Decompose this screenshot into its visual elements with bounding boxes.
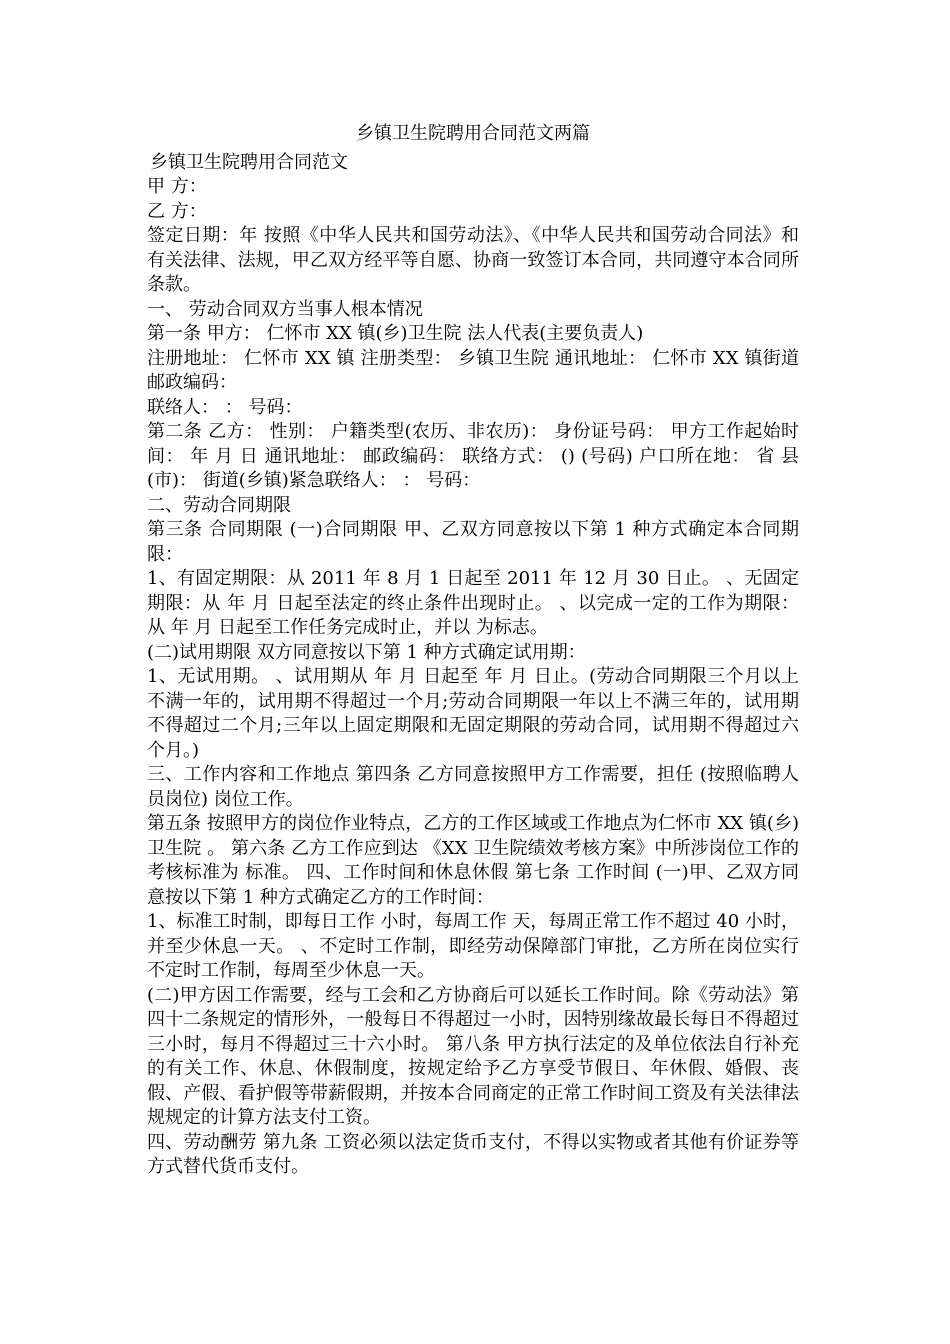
party-b-line: 乙 方：: [147, 200, 207, 222]
article-2-paragraph: 第二条 乙方： 性别： 户籍类型(农历、非农历)： 身份证号码： 甲方工作起始时间： 年 月 日 通讯地址： 邮政编码： 联络方式： () (号码) 户口所在地： 省 县(市)： 街道(乡镇)紧急联络人： ： 号码：: [147, 421, 799, 491]
signing-date-paragraph: 签定日期：年 按照《中华人民共和国劳动法》、《中华人民共和国劳动合同法》和有关法律、法规，甲乙双方经平等自愿、协商一致签订本合同，共同遵守本合同所条款。: [147, 225, 799, 295]
section-heading-1: 一、 劳动合同双方当事人根本情况: [147, 298, 423, 320]
article-1-paragraph: 第一条 甲方： 仁怀市 XX 镇(乡)卫生院 法人代表(主要负责人): [147, 323, 644, 344]
contact-person-line: 联络人： ： 号码：: [147, 396, 303, 418]
probation-paragraph: 1、无试用期。 、试用期从 年 月 日起至 年 月 日止。(劳动合同期限三个月以上不满一年的，试用期不得超过一个月;劳动合同期限一年以上不满三年的，试用期不得超过二个月;三年以上固定期限和无固定期限的劳动合同，试用期不得超过六个月。): [147, 666, 799, 761]
article-3-paragraph: 第三条 合同期限 (一)合同期限 甲、乙双方同意按以下第 1 种方式确定本合同期限：: [147, 519, 799, 565]
working-hours-paragraph: 1、标准工时制，即每日工作 小时，每周工作 天，每周正常工作不超过 40 小时，并至少休息一天。 、不定时工作制，即经劳动保障部门审批，乙方所在岗位实行不定时工作制，每周至少休息一天。: [147, 911, 799, 981]
registered-address-paragraph: 注册地址： 仁怀市 XX 镇 注册类型： 乡镇卫生院 通讯地址： 仁怀市 XX 镇街道 邮政编码：: [147, 347, 799, 393]
section-heading-4-paragraph: 四、劳动酬劳 第九条 工资必须以法定货币支付，不得以实物或者其他有价证券等方式替代货币支付。: [147, 1131, 799, 1177]
overtime-paragraph: (二)甲方因工作需要，经与工会和乙方协商后可以延长工作时间。除《劳动法》第四十二条规定的情形外，一般每日不得超过一小时，因特别缘故最长每日不得超过三小时，每月不得超过三十六小时。 第八条 甲方执行法定的及单位依法自行补充的有关工作、休息、休假制度，按规定给予乙方享受节假日、年休假、婚假、丧假、产假、看护假等带薪假期，并按本合同商定的正常工作时间工资及有关法律法规规定的计算方法支付工资。: [147, 984, 799, 1128]
document-page: [147, 122, 799, 1180]
fixed-term-paragraph: 1、有固定期限：从 2011 年 8 月 1 日起至 2011 年 12 月 30 日止。 、无固定期限：从 年 月 日起至法定的终止条件出现时止。 、以完成一定的工作为期限：从 年 月 日起至工作任务完成时止，并以 为标志。: [147, 568, 799, 638]
probation-heading: (二)试用期限 双方同意按以下第 1 种方式确定试用期：: [147, 641, 586, 663]
article-5-paragraph: 第五条 按照甲方的岗位作业特点，乙方的工作区域或工作地点为仁怀市 XX 镇(乡)卫生院 。 第六条 乙方工作应到达 《XX 卫生院绩效考核方案》中所涉岗位工作的考核标准为 标准。 四、工作时间和休息休假 第七条 工作时间 (一)甲、乙双方同意按以下第 1 种方式确定乙方的工作时间：: [147, 813, 799, 908]
section-heading-2: 二、劳动合同期限: [147, 494, 291, 516]
party-a-line: 甲 方：: [147, 176, 207, 197]
section-heading-3-paragraph: 三、工作内容和工作地点 第四条 乙方同意按照甲方工作需要，担任 (按照临聘人员岗位) 岗位工作。: [147, 764, 799, 810]
document-subtitle: 乡镇卫生院聘用合同范文: [150, 151, 348, 173]
document-title: 乡镇卫生院聘用合同范文两篇: [356, 123, 590, 144]
